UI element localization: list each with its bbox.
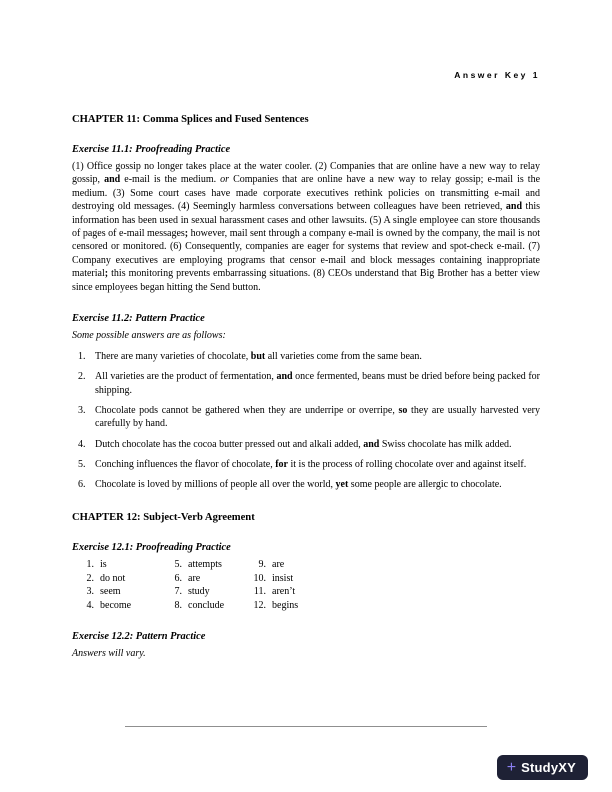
answer-grid xyxy=(72,558,540,612)
studyxy-logo-text: StudyXY xyxy=(521,760,576,775)
answer-cell xyxy=(162,599,246,612)
answer-value: are xyxy=(272,559,285,571)
answer-value: become xyxy=(100,599,132,611)
exercise-12-2-note: Answers will vary. xyxy=(72,648,146,660)
answer-cell xyxy=(246,572,540,585)
pattern-item xyxy=(72,350,540,363)
pattern-item xyxy=(72,438,540,451)
answer-number: 11. xyxy=(253,586,266,598)
answer-value: conclude xyxy=(188,599,225,611)
answer-number: 8. xyxy=(174,599,182,611)
answer-value: seem xyxy=(100,586,121,598)
answer-number: 10. xyxy=(253,572,266,584)
chapter-11-title: CHAPTER 11: Comma Splices and Fused Sentences xyxy=(72,114,309,125)
item-text: Conching influences the flavor of chocolate, for it is the process of rolling chocolate over and against itself. xyxy=(95,458,527,470)
answer-number: 9. xyxy=(258,559,266,571)
answer-value: are xyxy=(188,572,201,584)
footer-divider xyxy=(125,726,487,727)
pattern-item xyxy=(72,458,540,471)
answer-value: study xyxy=(188,586,210,598)
item-text: Dutch chocolate has the cocoa butter pressed out and alkali added, and Swiss chocolate has milk added. xyxy=(95,438,512,450)
answer-number: 3. xyxy=(86,586,94,598)
answer-number: 12. xyxy=(253,599,266,611)
answer-number: 6. xyxy=(174,572,182,584)
item-number: 3. xyxy=(78,404,86,416)
item-text: Chocolate is loved by millions of people all over the world, yet some people are allergic to chocolate. xyxy=(95,479,502,491)
answer-cell xyxy=(246,558,540,571)
answer-number: 5. xyxy=(174,559,182,571)
item-number: 6. xyxy=(78,479,86,491)
item-number: 2. xyxy=(78,371,86,383)
answer-number: 1. xyxy=(86,559,94,571)
exercise-11-2-note: Some possible answers are as follows: xyxy=(72,330,226,342)
studyxy-logo xyxy=(497,755,588,780)
answer-cell xyxy=(162,585,246,598)
answer-number: 4. xyxy=(86,599,94,611)
answer-value: begins xyxy=(272,599,299,611)
answer-value: aren’t xyxy=(272,586,296,598)
answer-cell xyxy=(162,558,246,571)
answer-cell xyxy=(246,599,540,612)
answer-value: insist xyxy=(272,572,294,584)
exercise-12-2-title: Exercise 12.2: Pattern Practice xyxy=(72,631,206,643)
answer-cell xyxy=(246,585,540,598)
answer-value: do not xyxy=(100,572,126,584)
answer-cell xyxy=(74,572,162,585)
plus-icon: + xyxy=(506,758,517,776)
answer-cell xyxy=(74,599,162,612)
item-number: 5. xyxy=(78,458,86,470)
exercise-11-2-title: Exercise 11.2: Pattern Practice xyxy=(72,313,205,325)
pattern-item xyxy=(72,370,540,397)
item-number: 4. xyxy=(78,438,86,450)
pattern-item xyxy=(72,478,540,491)
exercise-11-1-paragraph: (1) Office gossip no longer takes place at the water cooler. (2) Companies that are online have a new way to relay gossip, and e-mail is the medium. or Companies that are online have a new way to relay gossip; e-mail is the medium. (3) Some court cases have made corporate executives rethink policies on transmitting e-mail and destroying old messages. (4) Seemingly harmless conversations between colleagues have been retrieved, and this information has been used in sexual harassment cases and other lawsuits. (5) A single employee can store thousands of pages of e-mail messages; however, mail sent through a company e-mail is owned by the company, the mail is not censored or monitored. (6) Consequently, companies are eager for systems that review and spot-check e-mail. (7) Company executives are employing programs that censor e-mail and block messages containing inappropriate material; this monitoring prevents embarrassing situations. (8) CEOs understand that Big Brother has a better view since employees began hitting the Send button. xyxy=(72,161,541,293)
chapter-12-title: CHAPTER 12: Subject-Verb Agreement xyxy=(72,512,255,524)
answer-cell xyxy=(162,572,246,585)
item-number: 1. xyxy=(78,351,86,363)
exercise-11-1-title: Exercise 11.1: Proofreading Practice xyxy=(72,144,231,155)
exercise-12-1-title: Exercise 12.1: Proofreading Practice xyxy=(72,542,231,554)
answer-key-label: Answer Key 1 xyxy=(454,70,540,80)
pattern-item xyxy=(72,404,540,431)
answer-value: is xyxy=(100,559,107,571)
item-text: All varieties are the product of fermentation, and once fermented, beans must be dried before being packed for shipping. xyxy=(95,371,540,396)
answer-number: 7. xyxy=(174,586,182,598)
answer-cell xyxy=(74,585,162,598)
item-text: There are many varieties of chocolate, but all varieties come from the same bean. xyxy=(95,351,422,363)
answer-value: attempts xyxy=(188,559,222,571)
answer-cell xyxy=(74,558,162,571)
answer-number: 2. xyxy=(86,572,94,584)
item-text: Chocolate pods cannot be gathered when they are underripe or overripe, so they are usually harvested very carefully by hand. xyxy=(95,404,540,430)
